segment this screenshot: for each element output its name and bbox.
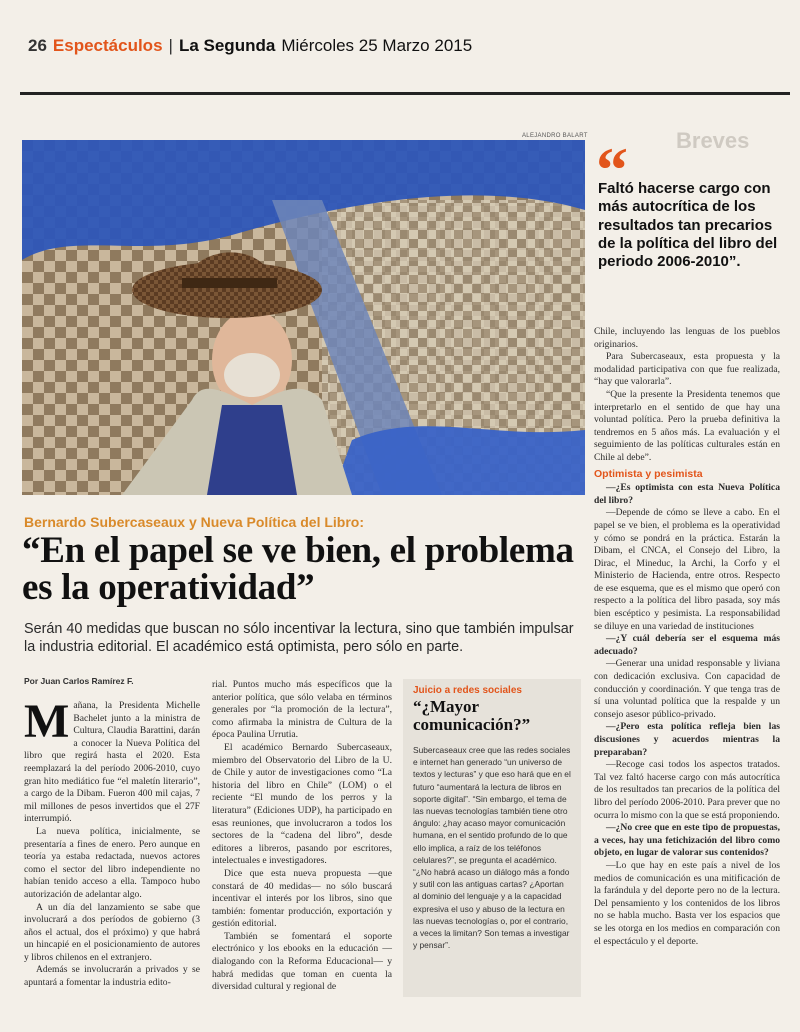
article-headline: “En el papel se ve bien, el problema es la operatividad”	[22, 530, 574, 608]
byline: Por Juan Carlos Ramírez F.	[24, 676, 134, 686]
header-separator: |	[168, 36, 173, 55]
header-rule	[20, 92, 790, 95]
drop-cap: M	[24, 695, 70, 748]
right-column	[594, 326, 780, 948]
pullquote: Faltó hacerse cargo con más autocrítica de los resultados tan precarios de la política del libro del periodo 2006-2010”.	[598, 180, 778, 271]
paragraph: Además se involucrarán a privados y se apuntará a fomentar la industria edito-	[24, 964, 200, 989]
paragraph: rial. Puntos mucho más específicos que la anterior política, que sólo velaba en términos generales por “la promoción de la lectura”, como afirmaba la ministra de Cultura de la época Paulina Urrutia.	[212, 679, 392, 741]
interview-question: —¿Y cuál debería ser el esquema más adecuado?	[594, 633, 780, 657]
interview-subhead: Optimista y pesimista	[594, 467, 703, 480]
publication-name: La Segunda	[178, 36, 276, 55]
paragraph: La nueva política, inicialmente, se presentaría a fines de enero. Pero aunque en teoría ya estaba redactada, nuevos actores como el sector del libro independiente no habían tenido acceso a ella. Tampoco hubo autorización de adelantar algo.	[24, 825, 200, 900]
paragraph: Dice que esta nueva propuesta —que constará de 40 medidas— no sólo buscará incentivar el interés por los libros, sino que también: fomentar producción, exportación y gestión editorial.	[212, 867, 392, 930]
paragraph: El académico Bernardo Subercaseaux, miembro del Observatorio del Libro de la U. de Chile y autor de investigaciones como “La historia del libro en Chile” (LOM) o el reciente “El mundo de los perros y la literatura” (Ediciones UDP), ha participado en esas reuniones, que involucraron a todos los sectores de la “cadena del libro”, desde editores a libreros, pasando por escritores, intelectuales e investigadores.	[212, 741, 392, 867]
breves-label: Breves	[676, 128, 750, 153]
article-subtitle: Serán 40 medidas que buscan no sólo incentivar la lectura, sino que también impulsar la industria editorial. El académico está optimista, pero sólo en parte.	[24, 621, 574, 655]
publication-date: Miércoles 25 Marzo 2015	[281, 36, 473, 55]
sidebar-box	[403, 679, 581, 997]
article-photo	[22, 140, 585, 495]
interview-answer: —Recoge casi todos los aspectos tratados. Tal vez faltó hacerse cargo con más autocrítica de los resultados tan precarios de la política del libro del período 2006-2010. Para prever que no ocurra lo mismo con la que se está proponiendo.	[594, 759, 780, 821]
article-column-2	[212, 679, 392, 994]
photo-credit: ALEJANDRO BALART	[522, 133, 588, 139]
photo-illustration	[22, 140, 585, 495]
quote-mark-icon: “	[596, 134, 628, 205]
paragraph: A un día del lanzamiento se sabe que involucrará a dos períodos de gobierno (3 años el actual, dos el próximo) y que habrá un hincapié en el posicionamiento de autores y libros chilenos en el extranjero.	[24, 901, 200, 963]
lead-text: añana, la Presidenta Michelle Bachelet junto a la ministra de Cultura, Claudia Barattini, darán a conocer la Nueva Política del libro que regirá hasta el 2020. Esta reemplazará la del período 2006-2010, cuyo gran hito mediático fue “el maletín literario”, a cargo de la Dibam. Fueron 400 mil cajas, 7 mil millones de pesos invertidos que el 27F interrumpió.	[24, 700, 200, 825]
paragraph	[24, 695, 200, 826]
paragraph: Para Subercaseaux, esta propuesta y la modalidad participativa con que fue realizada, “hay que valorarla”.	[594, 351, 780, 388]
sidebar-title: “¿Mayor comunicación?”	[413, 697, 531, 734]
interview-question: —¿No cree que en este tipo de propuestas, a veces, hay una fetichización del libro como objeto, en lugar de valorar sus contenidos?	[594, 822, 780, 859]
article-column-1	[24, 695, 200, 990]
sidebar-kicker: Juicio a redes sociales	[413, 685, 522, 696]
interview-answer: —Depende de cómo se lleve a cabo. En el papel se ve bien, el problema es la operatividad y cómo se pondrá en la práctica. Estarán la Dibam, el CNCA, el Consejo del Libro, la Dirac, el Mineduc, la Archi, la Corfo y el Ministerio de Hacienda, entre otros. Respecto de ese esquema, que es el mismo que operó con respecto a la política del libro pasada, soy más bien escéptico y pesimista. La responsabilidad se diluye en una variedad de instituciones	[594, 507, 780, 632]
paragraph: También se fomentará el soporte electrónico y los ebooks en la educación —dialogando con la Reforma Educacional— y habrá medidas que toman en cuenta la diversidad cultural y regional de	[212, 930, 392, 993]
interview-question: —¿Es optimista con esta Nueva Política del libro?	[594, 482, 780, 506]
section-name: Espectáculos	[52, 36, 163, 55]
paragraph: Chile, incluyendo las lenguas de los pueblos originarios.	[594, 326, 780, 350]
interview-answer: —Lo que hay en este país a nivel de los medios de comunicación es una mitificación de la farándula y del deporte pero no de la lectura. Del pensamiento y los contenidos de los libros no se habla mucho. Basta ver los espacios que se les otorga en los medios en comparación con el espectáculo y el deporte.	[594, 859, 780, 947]
paragraph: “Que la presente la Presidenta tenemos que interpretarlo en el sentido de que hay una voluntad política. Pero la prueba definitiva la tendremos en 5 años más. La evaluación y el seguimiento de las políticas culturales están en Chile al debe”.	[594, 388, 780, 463]
page-header	[28, 36, 788, 60]
interview-question: —¿Pero esta política refleja bien las discusiones y acuerdos mientras la preparaban?	[594, 721, 780, 758]
article-kicker: Bernardo Subercaseaux y Nueva Política del Libro:	[24, 514, 364, 530]
sidebar-text: Subercaseaux cree que las redes sociales e internet han generado “un universo de textos y lecturas” y que eso hará que en el futuro “aumentará la lectura de libros en soporte digital”. “Sin embargo, el tema de las nuevas tecnologías también tiene otro ángulo: ¿hay acaso mayor comunicación humana, en el sentido profundo de lo que ello implica, a raíz de los teléfonos celulares?”, se pregunta el académico. “¿No habrá acaso un diálogo más a fondo y sutil con las antiguas cartas? ¿Aportan al dominio del lenguaje y a la capacidad expresiva el uso y abuso de la lectura en las nuevas tecnologías o, por el contrario, a veces la limitan? Son temas a investigar y pensar”.	[413, 745, 571, 951]
interview-answer: —Generar una unidad responsable y liviana con dedicación exclusiva. Con capacidad de conducción y coordinación. Y que tenga tras de sí una voluntad política que la respalde y un consejo asesor público-privado.	[594, 658, 780, 720]
page-number: 26	[28, 36, 47, 55]
